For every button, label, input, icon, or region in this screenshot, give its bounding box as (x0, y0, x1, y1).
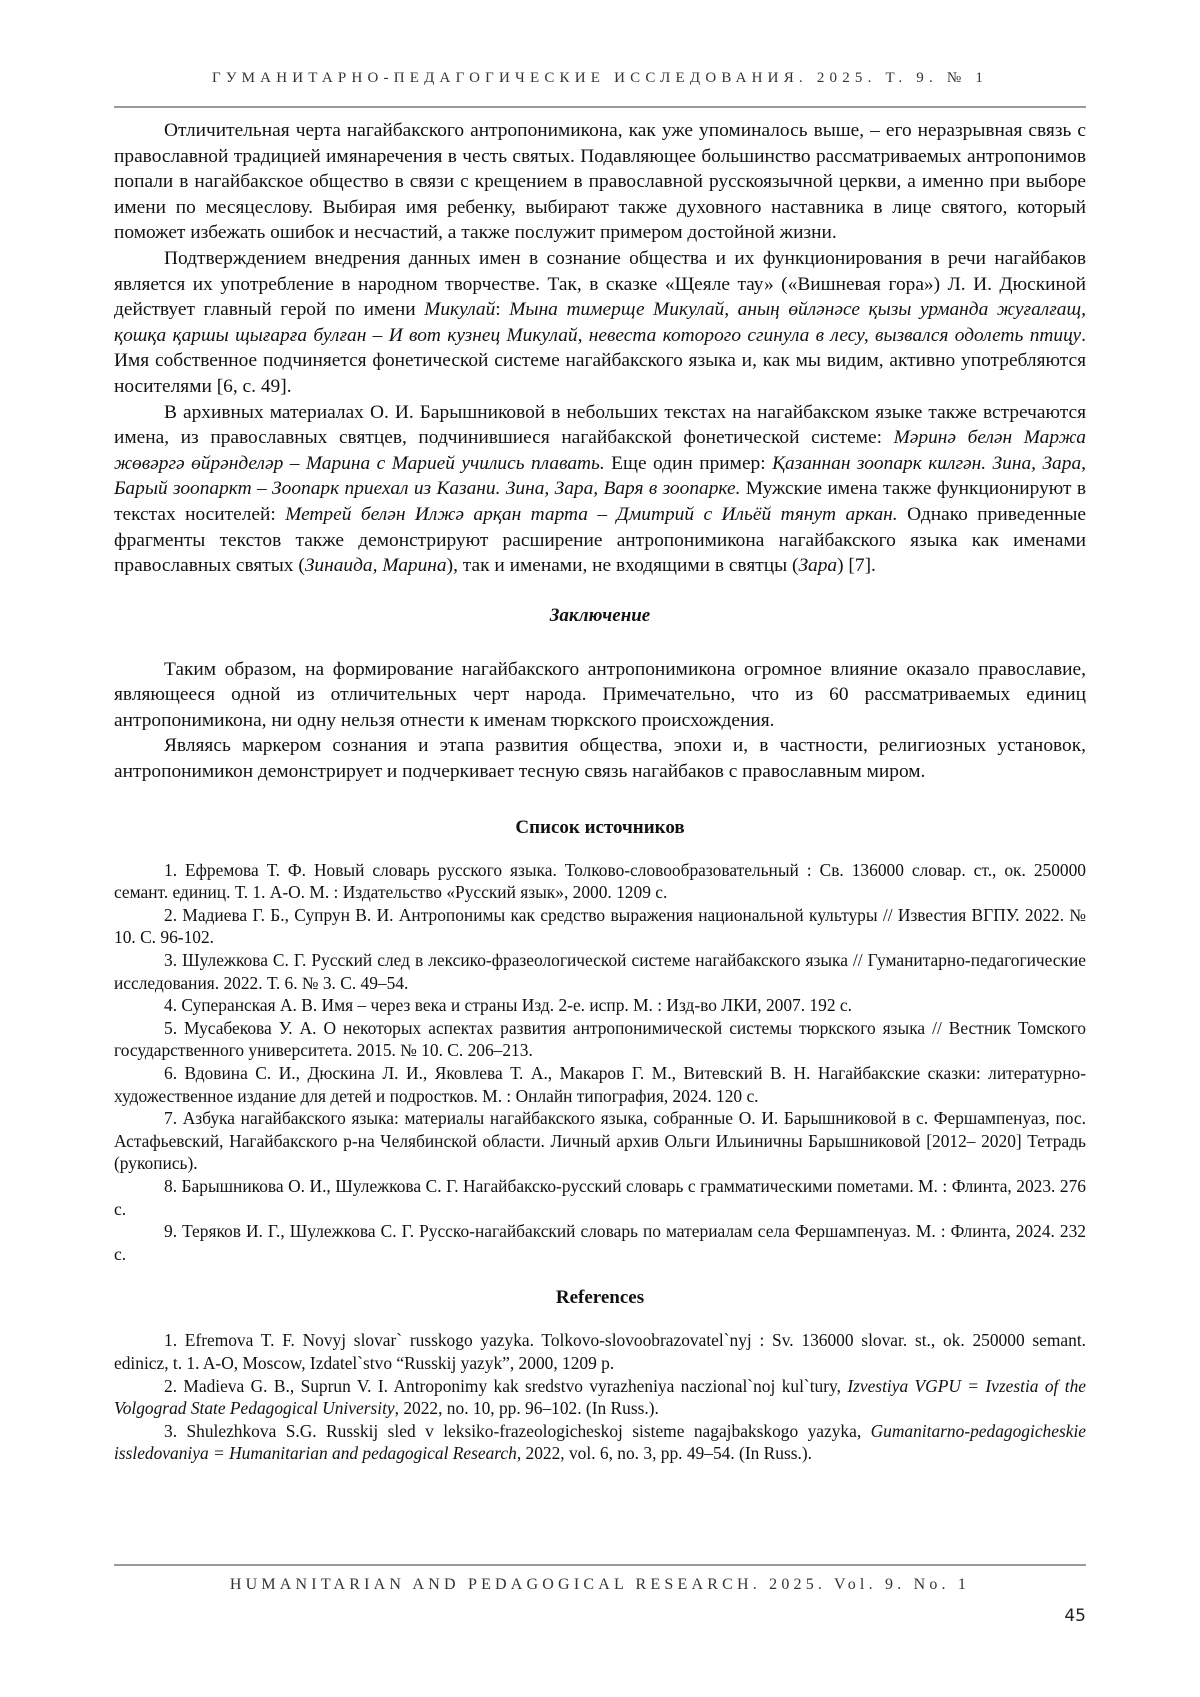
text-fragment: . Имя собственное подчиняется фонетической системе нагайбакского языка и, как мы видим, активно употребляются носителями [6, с. 49]. (114, 324, 1086, 397)
header-rule (114, 106, 1086, 108)
conclusion-paragraph: Являясь маркером сознания и этапа развития общества, эпохи и, в частности, религиозных установок, антропонимикон демонстрирует и подчеркивает тесную связь нагайбаков с православным миром. (114, 735, 1086, 783)
body-paragraphs (114, 118, 1086, 579)
text-fragment: , 2022, no. 10, pp. 96–102. (In Russ.). (394, 1398, 659, 1419)
body-paragraph (114, 400, 1086, 579)
text-fragment: 3. Shulezhkova S.G. Russkij sled v leksiko-frazeologicheskoj sisteme nagajbakskogo yazyka, (164, 1420, 871, 1441)
footer-rule (114, 1564, 1086, 1566)
text-fragment: В архивных материалах О. И. Барышниковой в небольших текстах на нагайбакском языке также встречаются имена, из православных святцев, подчинившиеся нагайбакской фонетической системе: (114, 401, 1086, 449)
body-paragraph (114, 246, 1086, 400)
source-item: 3. Шулежкова С. Г. Русский след в лексико-фразеологической системе нагайбакского языка // Гуманитарно-педагогические исследования. 2022. Т. 6. № 3. С. 49–54. (114, 950, 1086, 993)
italic-fragment: Зинаида, Марина (304, 555, 447, 577)
text-fragment: Мужские имена также функционируют в текстах носителей: (114, 478, 1086, 525)
page-number: 45 (1064, 1606, 1086, 1626)
sources-list (114, 859, 1086, 1266)
source-item: 6. Вдовина С. И., Дюскина Л. И., Яковлева Т. А., Макаров Г. М., Витевский В. Н. Нагайбакские сказки: литературно-художественное издание для детей и подростков. М. : Онлайн типография, 2024. 120 с. (114, 1063, 1086, 1106)
reference-item (114, 1329, 1086, 1374)
text-fragment: ) [7]. (837, 555, 876, 577)
reference-item (114, 1420, 1086, 1465)
source-item: 7. Азбука нагайбакского языка: материалы нагайбакского языка, собранные О. И. Барышниковой в с. Фершампенуаз, пос. Астафьевский, Нагайбакского р-на Челябинской области. Личный архив Ольги Ильиничны Барышниковой [2012– 2020] Тетрадь (рукопись). (114, 1108, 1086, 1174)
italic-fragment: Gumanitarno-pedagogicheskie issledovaniya = Humanitarian and pedagogical Research (114, 1420, 1086, 1464)
text-fragment: ), так и именами, не входящими в святцы ( (446, 555, 799, 577)
source-item: 5. Мусабекова У. А. О некоторых аспектах развития антропонимической системы тюркского языка // Вестник Томского государственного университета. 2015. № 10. С. 206–213. (114, 1017, 1086, 1061)
text-fragment: Еще один пример: (604, 452, 773, 474)
source-item: 2. Мадиева Г. Б., Супрун В. И. Антропонимы как средство выражения национальной культуры // Известия ВГПУ. 2022. № 10. С. 96-102. (114, 904, 1086, 948)
italic-fragment: Мәринә белән Маржа жөвәргә өйрәнделәр – Марина с Марией учились плавать. (114, 427, 1087, 474)
italic-fragment: Қазаннан зоопарк килгән. Зина, Зара, Барый зоопаркт – Зоопарк приехал из Казани. Зина, Зара, Варя в зоопарке. (114, 452, 1086, 500)
italic-fragment: Зара (798, 555, 838, 577)
body-paragraph (114, 118, 1086, 246)
running-header: ГУМАНИТАРНО-ПЕДАГОГИЧЕСКИЕ ИССЛЕДОВАНИЯ. 2025. Т. 9. № 1 (211, 70, 989, 86)
source-item: 9. Теряков И. Г., Шулежкова С. Г. Русско-нагайбакский словарь по материалам села Фершампенуаз. М. : Флинта, 2024. 232 с. (114, 1221, 1086, 1264)
sources-heading: Список источников (515, 816, 685, 838)
italic-fragment: Метрей белән Илжә арқан тарта – Дмитрий с Ильёй тянут аркан. (285, 503, 898, 525)
text-fragment: : (495, 299, 510, 321)
text-fragment: Отличительная черта нагайбакского антропонимикона, как уже упоминалось выше, – его неразрывная связь с православной традицией имянаречения в честь святых. Подавляющее большинство рассматриваемых антропонимов попали в нагайбакское общество в связи с крещением в православной русскоязычной церкви, а именно при выборе имени по месяцеслову. Выбирая имя ребенку, выбирают также духовного наставника в лице святого, который поможет избежать ошибок и несчастий, а также послужит примером достойной жизни. (114, 120, 1086, 244)
italic-fragment: Микулай (424, 299, 496, 321)
italic-fragment: Мына тимерще Микулай, аның өйләнәсе қызы урманда жуғалғащ, қошқа қаршы щығарға булған – И вот кузнец Микулай, невеста которого сгинула в лесу, вызвался одолеть птицу (114, 299, 1086, 346)
references-list (114, 1329, 1086, 1465)
source-item: 4. Суперанская А. В. Имя – через века и страны Изд. 2-е. испр. М. : Изд-во ЛКИ, 2007. 192 с. (164, 995, 852, 1016)
reference-item (114, 1375, 1086, 1420)
source-item: 1. Ефремова Т. Ф. Новый словарь русского языка. Толково-словообразовательный : Св. 136000 словар. ст., ок. 250000 семант. единиц. Т. 1. А-О. М. : Издательство «Русский язык», 2000. 1209 с. (114, 859, 1086, 903)
running-footer: HUMANITARIAN AND PEDAGOGICAL RESEARCH. 2025. Vol. 9. No. 1 (229, 1576, 971, 1593)
text-fragment: 2. Madieva G. B., Suprun V. I. Antroponimy kak sredstvo vyrazheniya naczional`noj kul`tury, (164, 1375, 848, 1396)
text-fragment: , 2022, vol. 6, no. 3, pp. 49–54. (In Russ.). (516, 1443, 812, 1464)
italic-fragment: Izvestiya VGPU = Ivzestia of the Volgograd State Pedagogical University (114, 1375, 1086, 1419)
references-heading: References (555, 1287, 645, 1309)
conclusion-paragraph: Таким образом, на формирование нагайбакского антропонимикона огромное влияние оказало православие, являющееся одной из отличительных черт народа. Примечательно, что из 60 рассматриваемых единиц антропонимикона, ни одну нельзя отнести к именам тюркского происхождения. (114, 658, 1086, 731)
source-item: 8. Барышникова О. И., Шулежкова С. Г. Нагайбакско-русский словарь с грамматическими пометами. М. : Флинта, 2023. 276 с. (114, 1175, 1086, 1219)
conclusion-heading: Заключение (549, 604, 651, 626)
text-fragment: 1. Efremova T. F. Novyj slovar` russkogo yazyka. Tolkovo-slovoobrazovatel`nyj : Sv. 136000 slovar. st., ok. 250000 semant. edinicz, t. 1. A-O, Moscow, Izdatel`stvo “Russkij yazyk”, 2000, 1209 p. (114, 1330, 1086, 1373)
text-fragment: Однако приведенные фрагменты текстов также демонстрируют расширение антропонимикона нагайбакского языка как именами православных святых ( (114, 503, 1086, 577)
article-body (114, 118, 1086, 1465)
text-fragment: Подтверждением внедрения данных имен в сознание общества и их функционирования в речи нагайбаков является их употребление в народном творчестве. Так, в сказке «Щеяле тау» («Вишневая гора») Л. И. Дюскиной действует главный герой по имени (114, 247, 1086, 321)
